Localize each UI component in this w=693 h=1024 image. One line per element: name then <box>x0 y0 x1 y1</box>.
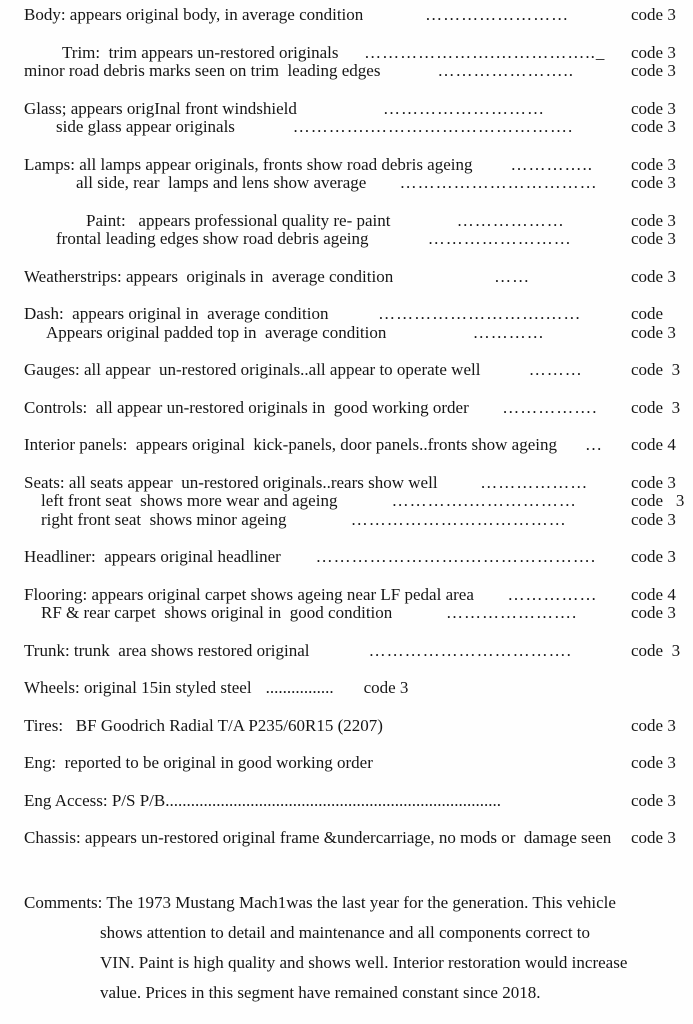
dot-leader: ………….. <box>510 155 593 174</box>
report-line-engine <box>24 754 678 773</box>
condition-code: code 3 <box>631 472 676 492</box>
condition-code: code 3 <box>631 547 676 566</box>
line-text: side glass appear originals <box>56 117 235 136</box>
line-text: left front seat shows more wear and ageing <box>41 491 338 510</box>
condition-code: code 3 <box>631 828 676 847</box>
line-text: Appears original padded top in average condition <box>46 322 387 342</box>
line-text: frontal leading edges show road debris ageing <box>56 229 369 248</box>
section-engine-accessories <box>24 792 678 811</box>
section-body <box>24 6 678 25</box>
dot-leader: ………………….…………….._ <box>364 43 606 62</box>
report-line-left-front-seat <box>41 491 685 511</box>
dot-leader: … <box>585 436 603 454</box>
dot-leader: …………………… <box>425 6 570 24</box>
section-dash <box>24 305 678 342</box>
condition-code: code 4 <box>631 584 676 604</box>
condition-code: code 3 <box>631 117 676 136</box>
section-headliner <box>24 548 678 567</box>
dot-leader: …………………………… <box>399 174 598 192</box>
comments-line <box>24 888 678 918</box>
line-text: Weatherstrips: appears originals in average condition <box>24 266 394 286</box>
condition-code: code 3 <box>631 640 681 660</box>
dot-leader: ……………………….…… <box>378 305 582 323</box>
line-text: RF & rear carpet shows original in good condition <box>41 603 393 622</box>
section-paint <box>24 212 678 249</box>
report-line-engine-accessories <box>24 792 678 811</box>
report-line-trim <box>62 44 678 63</box>
dot-leader: ……………………………… <box>350 510 567 529</box>
line-text: Interior panels: appears original kick-panels, door panels..fronts show ageing <box>24 435 557 454</box>
line-text: Dash: appears original in average condition <box>24 304 329 323</box>
section-tires <box>24 717 678 736</box>
report-line-interior-panels <box>24 436 678 455</box>
line-text: right front seat shows minor ageing <box>41 509 287 529</box>
comments-line: VIN. Paint is high quality and shows well. Interior restoration would increase <box>100 952 628 972</box>
section-interior-panels <box>24 436 678 455</box>
dot-leader: ………… <box>472 323 545 342</box>
section-trunk <box>24 640 681 661</box>
condition-code: code 3 <box>631 98 676 118</box>
line-text: all side, rear lamps and lens show average <box>76 173 367 192</box>
report-line-dash <box>24 305 678 324</box>
comments-line: value. Prices in this segment have remained constant since 2018. <box>100 982 541 1002</box>
line-text: Seats: all seats appear un-restored originals..rears show well <box>24 472 438 492</box>
line-text: Glass; appears origInal front windshield <box>24 98 297 118</box>
dot-leader: ................ <box>265 679 334 697</box>
report-line-paint-detail <box>56 230 678 249</box>
report-line-controls <box>24 397 681 418</box>
line-text: Chassis: appears un-restored original frame &undercarriage, no mods or damage seen <box>24 828 612 847</box>
line-text: Controls: all appear un-restored originals in good working order <box>24 397 469 417</box>
condition-code: code 3 <box>631 715 676 735</box>
dot-leader: ……………………………. <box>368 641 572 660</box>
condition-code: code 3 <box>631 229 676 248</box>
dot-leader: ……………… <box>480 473 589 492</box>
condition-code: code <box>631 304 664 323</box>
line-text: Trunk: trunk area shows restored original <box>24 640 310 660</box>
section-lamps <box>24 156 678 193</box>
section-seats <box>24 472 685 530</box>
dot-leader: …………………… <box>427 230 572 248</box>
report-line-rf-rear-carpet <box>41 604 678 623</box>
line-text: minor road debris marks seen on trim leading edges <box>24 61 381 80</box>
line-text: Eng: reported to be original in good working order <box>24 753 373 772</box>
condition-code: code 3 <box>631 509 676 529</box>
condition-code: code 3 <box>631 173 676 192</box>
condition-code: code 3 <box>631 5 676 24</box>
section-wheels <box>24 679 678 698</box>
line-text: Body: appears original body, in average condition <box>24 5 364 24</box>
dot-leader: …… <box>494 267 531 286</box>
report-line-side-glass <box>56 118 678 137</box>
section-weatherstrips <box>24 268 678 287</box>
dot-leader: ……… <box>528 361 583 379</box>
line-text: Trim: trim appears un-restored originals <box>62 42 339 62</box>
condition-code: code 3 <box>631 491 685 510</box>
condition-code: code 3 <box>631 603 676 622</box>
section-controls <box>24 397 681 418</box>
line-text: Flooring: appears original carpet shows ageing near LF pedal area <box>24 584 474 604</box>
line-text: Gauges: all appear un-restored originals..all appear to operate well <box>24 360 481 379</box>
condition-code: code 4 <box>631 435 676 454</box>
report-line-right-front-seat <box>41 511 678 530</box>
condition-code: code 3 <box>631 790 676 810</box>
section-gauges <box>24 360 681 380</box>
report-line-body <box>24 6 678 25</box>
dot-leader: ……………. <box>502 398 598 417</box>
comments-section <box>24 888 678 1008</box>
line-text: Wheels: original 15in styled steel <box>24 678 252 697</box>
dot-leader: ………….……………………………. <box>292 118 574 136</box>
comments-label: Comments: <box>24 892 107 912</box>
section-glass <box>24 100 678 137</box>
section-flooring <box>24 586 678 623</box>
condition-code: code 3 <box>631 397 681 417</box>
condition-code: code 3 <box>631 360 681 379</box>
report-line-trim-detail <box>24 62 678 81</box>
report-line-weatherstrips <box>24 268 678 287</box>
report-line-gauges <box>24 360 681 380</box>
line-text: Headliner: appears original headliner <box>24 547 281 566</box>
condition-code: code 3 <box>631 42 676 62</box>
dot-leader: ………………….. <box>437 62 574 80</box>
condition-code: code 3 <box>363 678 409 697</box>
dot-leader: ………….……………… <box>391 492 577 510</box>
dot-leader: …………………….…………………. <box>315 548 597 566</box>
condition-code: code 3 <box>631 61 676 80</box>
report-line-dash-padded-top <box>46 324 678 343</box>
line-text: Tires: BF Goodrich Radial T/A P235/60R15 (2207) <box>24 715 383 735</box>
condition-code: code 3 <box>631 210 676 230</box>
condition-code: code 3 <box>631 753 676 772</box>
report-line-lamps-detail <box>76 174 678 193</box>
comments-line: shows attention to detail and maintenance and all components correct to <box>100 922 591 942</box>
section-chassis <box>24 829 678 848</box>
report-line-headliner <box>24 548 678 567</box>
condition-code: code 3 <box>631 322 676 342</box>
condition-code: code 3 <box>631 154 676 174</box>
report-line-wheels <box>24 679 678 698</box>
report-line-tires <box>24 717 678 736</box>
section-engine <box>24 754 678 773</box>
report-line-trunk <box>24 640 681 661</box>
line-text: Lamps: all lamps appear originals, fronts show road debris ageing <box>24 154 473 174</box>
dot-leader: ……………… <box>456 211 565 230</box>
comments-text: The 1973 Mustang Mach1was the last year for the generation. This vehicle <box>106 892 616 912</box>
dot-leader: …………………. <box>446 604 578 622</box>
line-text: Paint: appears professional quality re- paint <box>86 210 391 230</box>
dot-leader: …………… <box>507 585 598 604</box>
section-trim <box>24 44 678 81</box>
report-line-flooring <box>24 586 678 605</box>
dot-leader: ……………………… <box>382 99 545 118</box>
report-line-seats <box>24 474 678 493</box>
report-line-glass <box>24 100 678 119</box>
condition-code: code 3 <box>631 266 676 286</box>
report-line-lamps <box>24 156 678 175</box>
report-line-chassis <box>24 829 678 848</box>
line-text: Eng Access: P/S P/B............................................................................... <box>24 790 501 810</box>
report-line-paint <box>86 212 678 231</box>
